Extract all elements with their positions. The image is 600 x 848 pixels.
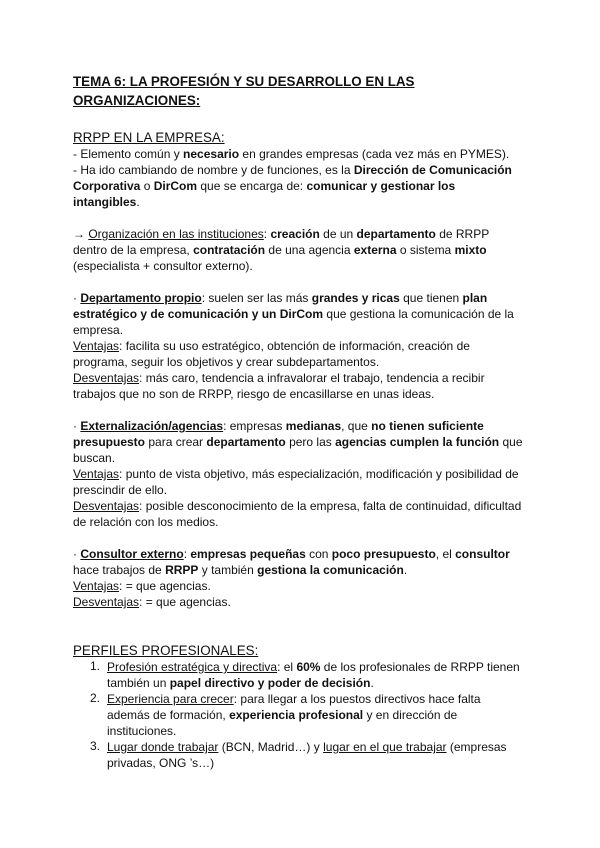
list-number: 2. [90, 691, 101, 705]
document-title [73, 72, 533, 110]
text: : [183, 547, 191, 561]
section-externalizacion [73, 418, 533, 530]
text: de un [319, 227, 357, 241]
bullet-dot: · [73, 419, 81, 433]
bold-text: RRPP [165, 563, 199, 577]
text: : para llegar a los puestos directivos hace falta [233, 692, 481, 706]
text: - Elemento común y [73, 147, 184, 161]
text: : facilita su uso estratégico, obtención de información, creación de [119, 339, 470, 353]
underlined-text: Lugar donde trabajar [107, 740, 219, 754]
list-item-line: privadas, ONG ’s…) [107, 756, 215, 770]
bold-text: grandes y ricas [311, 291, 400, 305]
bold-text: medianas [285, 419, 342, 433]
ventajas-label: Ventajas [73, 579, 120, 593]
document-page [73, 72, 533, 771]
paragraph-line: programa, seguir los objetivos y crear subdepartamentos. [73, 355, 380, 369]
underlined-text: lugar en el que trabajar [323, 740, 447, 754]
bold-text: plan [462, 291, 488, 305]
paragraph-line [73, 306, 533, 322]
list-item [73, 659, 533, 691]
desventajas-label: Desventajas [73, 371, 140, 385]
paragraph-line [73, 290, 533, 306]
bold-text: gestiona la comunicación [257, 563, 404, 577]
text: pero las [285, 435, 336, 449]
text: : más caro, tendencia a infravalorar el trabajo, tendencia a recibir [139, 371, 485, 385]
list-item [73, 691, 533, 739]
paragraph-line: buscan. [73, 451, 116, 465]
bold-text: agencias cumplen la función [335, 435, 500, 449]
text: . [370, 676, 374, 690]
text: , que [341, 419, 372, 433]
title-line-1: TEMA 6: LA PROFESIÓN Y SU DESARROLLO EN LAS [73, 74, 415, 89]
bold-text: departamento [206, 435, 286, 449]
bold-text: externa [353, 243, 397, 257]
ventajas-label: Ventajas [73, 339, 120, 353]
underlined-text: Experiencia para crecer [107, 692, 234, 706]
list-item-line [107, 691, 533, 707]
bold-text: estratégico y de comunicación y un DirCom [73, 307, 324, 321]
title-line-2: ORGANIZACIONES: [73, 93, 201, 108]
list-item-line [107, 659, 533, 675]
paragraph-line: trabajos que no son de RRPP, riesgo de encasillarse en unas ideas. [73, 387, 435, 401]
text: dentro de la empresa, [73, 243, 194, 257]
ventajas-line [73, 578, 533, 594]
text: : posible desconocimiento de la empresa, falta de continuidad, dificultad [139, 499, 522, 513]
text: de RRPP [435, 227, 490, 241]
text: que [499, 435, 523, 449]
bold-text: departamento [356, 227, 436, 241]
text: : [263, 227, 271, 241]
text: en grandes empresas (cada vez más en PYMES). [239, 147, 510, 161]
arrow-icon: → [73, 227, 89, 241]
underlined-bold-text: Departamento propio [80, 291, 202, 305]
text: que gestiona la comunicación de la [323, 307, 514, 321]
text: hace trabajos de [73, 563, 166, 577]
list-item-line [107, 739, 533, 755]
paragraph-line: empresa. [73, 323, 124, 337]
text: : = que agencias. [119, 579, 211, 593]
text: o [140, 179, 154, 193]
list-item-line [107, 707, 533, 723]
bold-text: necesario [183, 147, 240, 161]
paragraph-line [73, 418, 533, 434]
paragraph-line [73, 178, 533, 194]
section-consultor-externo [73, 546, 533, 610]
bullet-dot: · [73, 291, 81, 305]
text: . [403, 563, 408, 577]
text: también un [107, 676, 170, 690]
underlined-bold-text: Externalización/agencias [80, 419, 224, 433]
section-rrpp-empresa [73, 129, 533, 274]
underlined-text: Profesión estratégica y directiva [107, 660, 278, 674]
text: o sistema [396, 243, 455, 257]
section-perfiles-profesionales [73, 642, 533, 771]
paragraph-line [73, 546, 533, 562]
paragraph-line [73, 434, 533, 450]
bold-text: creación [270, 227, 320, 241]
paragraph-line: de relación con los medios. [73, 515, 219, 529]
section-heading: PERFILES PROFESIONALES: [73, 643, 259, 658]
text: : empresas [223, 419, 286, 433]
bold-text: Dirección de Comunicación [353, 163, 512, 177]
text: (empresas [446, 740, 507, 754]
text: : suelen ser las más [201, 291, 312, 305]
paragraph-line [73, 242, 533, 258]
list-item [73, 739, 533, 771]
bold-text: presupuesto [73, 435, 146, 449]
bullet-dot: · [73, 547, 81, 561]
text: : el [277, 660, 297, 674]
desventajas-label: Desventajas [73, 499, 140, 513]
ventajas-line [73, 466, 533, 482]
text: : punto de vista objetivo, más especialización, modificación y posibilidad de [119, 467, 519, 481]
underlined-bold-text: Consultor externo [80, 547, 184, 561]
desventajas-line [73, 370, 533, 386]
paragraph-line [73, 194, 533, 210]
bold-text: papel directivo y poder de decisión [169, 676, 371, 690]
text: de una agencia [265, 243, 354, 257]
list-item-line: instituciones. [107, 724, 177, 738]
bold-text: contratación [193, 243, 266, 257]
list-number: 1. [90, 659, 101, 673]
underlined-text: Organización en las instituciones [88, 227, 264, 241]
section-heading: RRPP EN LA EMPRESA: [73, 130, 225, 145]
bold-text: comunicar y gestionar los [306, 179, 456, 193]
text: que tienen [399, 291, 463, 305]
ventajas-line [73, 338, 533, 354]
desventajas-line [73, 498, 533, 514]
text: , el [435, 547, 456, 561]
bold-text: Corporativa [73, 179, 141, 193]
bold-text: no tienen suficiente [371, 419, 484, 433]
bold-text: experiencia profesional [229, 708, 364, 722]
text: - Ha ido cambiando de nombre y de funciones, es la [73, 163, 354, 177]
bold-text: consultor [455, 547, 510, 561]
text: de los profesionales de RRPP tienen [320, 660, 520, 674]
bold-text: intangibles [73, 195, 137, 209]
paragraph-line [73, 226, 533, 242]
paragraph-line: prescindir de ello. [73, 483, 168, 497]
desventajas-line [73, 594, 533, 610]
text: con [305, 547, 332, 561]
ventajas-label: Ventajas [73, 467, 120, 481]
bold-text: DirCom [153, 179, 198, 193]
section-departamento-propio [73, 290, 533, 402]
text: y también [198, 563, 258, 577]
numbered-list [73, 659, 533, 771]
paragraph-line [73, 562, 533, 578]
bold-text: mixto [454, 243, 487, 257]
text: además de formación, [107, 708, 230, 722]
text: que se encarga de: [197, 179, 307, 193]
text: (BCN, Madrid…) y [218, 740, 324, 754]
bold-text: empresas pequeñas [190, 547, 306, 561]
paragraph-line: (especialista + consultor externo). [73, 259, 253, 273]
paragraph-line [73, 162, 533, 178]
bold-text: poco presupuesto [331, 547, 436, 561]
text: y en dirección de [363, 708, 458, 722]
text: : = que agencias. [139, 595, 231, 609]
desventajas-label: Desventajas [73, 595, 140, 609]
bold-text: 60% [296, 660, 321, 674]
text: . [136, 195, 140, 209]
paragraph-line [73, 146, 533, 162]
list-item-line [107, 675, 533, 691]
list-number: 3. [90, 739, 101, 753]
text: para crear [145, 435, 207, 449]
